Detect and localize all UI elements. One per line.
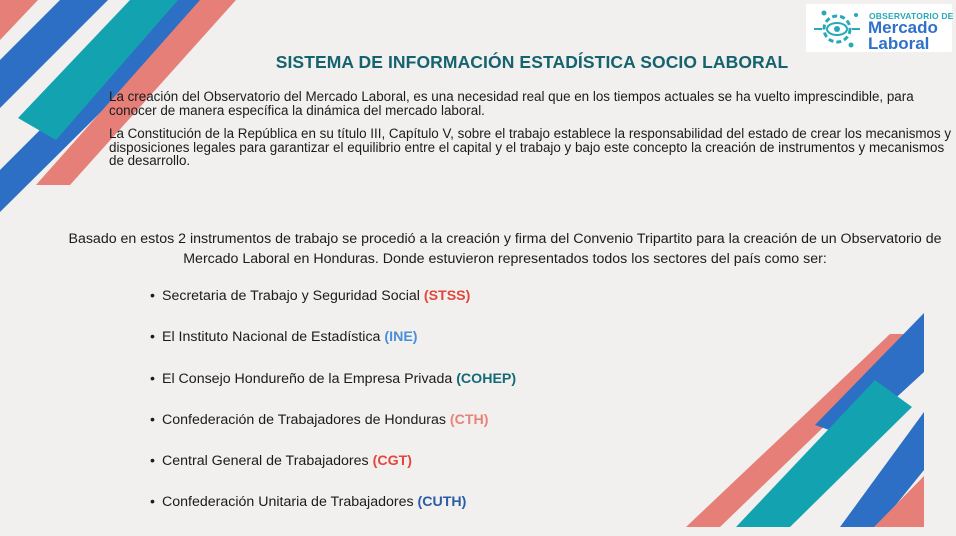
- bullet: •: [150, 288, 155, 304]
- logo-text-mercado: Mercado: [868, 18, 938, 37]
- bullet: •: [150, 411, 155, 428]
- list-item: [150, 371, 516, 412]
- intro-text: [109, 90, 954, 178]
- convenio-paragraph: Basado en estos 2 instrumentos de trabajo se procedió a la creación y firma del Convenio Tripartito para la creación de un Observatorio de Mercado Laboral en Honduras. Donde estuvieron representados todos los sectores del país como ser:: [68, 231, 942, 267]
- sectors-list: [150, 288, 516, 536]
- sector-abbr: (STSS): [423, 288, 471, 304]
- sector-name: Central General de Trabajadores: [162, 453, 369, 470]
- sector-name: Secretaria de Trabajo y Seguridad Social: [162, 288, 420, 304]
- sector-abbr: (CTH): [449, 411, 489, 428]
- sector-name: El Instituto Nacional de Estadística: [162, 329, 381, 346]
- sector-abbr: (CUTH): [417, 494, 467, 511]
- intro-paragraph-1: La creación del Observatorio del Mercado Laboral, es una necesidad real que en los tiempos actuales se ha vuelto imprescindible, para conocer de manera específica la dinámica del mercado laboral.: [109, 89, 914, 118]
- list-item: [150, 494, 516, 535]
- logo-text-top: OBSERVATORIO DE: [869, 11, 954, 21]
- list-item: [150, 288, 516, 329]
- sector-name: El Consejo Hondureño de la Empresa Privada: [162, 370, 453, 387]
- sector-name: Confederación de Trabajadores de Honduras: [162, 411, 446, 428]
- sector-abbr: (COHEP): [456, 370, 517, 387]
- list-item: [150, 329, 516, 370]
- bullet: •: [150, 370, 155, 387]
- sector-abbr: (INE): [384, 329, 418, 346]
- bottom-right-stripes: [686, 313, 924, 527]
- bullet: •: [150, 453, 155, 470]
- list-item: [150, 453, 516, 494]
- sector-name: Confederación Unitaria de Trabajadores: [162, 494, 414, 511]
- bullet: •: [150, 329, 155, 346]
- gear-eye-icon: [810, 7, 864, 49]
- intro-paragraph-2: La Constitución de la República en su título III, Capítulo V, sobre el trabajo establece la responsabilidad del estado de crear los mecanismos y disposiciones legales para garantizar el equilibrio entre el capital y el trabajo y bajo este concepto la creación de instrumentos y mecanismos de desarrollo.: [109, 126, 952, 169]
- observatorio-logo: [806, 4, 952, 52]
- sector-abbr: (CGT): [372, 453, 412, 470]
- list-item: [150, 412, 516, 453]
- page-title: SISTEMA DE INFORMACIÓN ESTADÍSTICA SOCIO LABORAL: [275, 52, 789, 72]
- logo-text-laboral: Laboral: [868, 34, 930, 53]
- bullet: •: [150, 494, 155, 511]
